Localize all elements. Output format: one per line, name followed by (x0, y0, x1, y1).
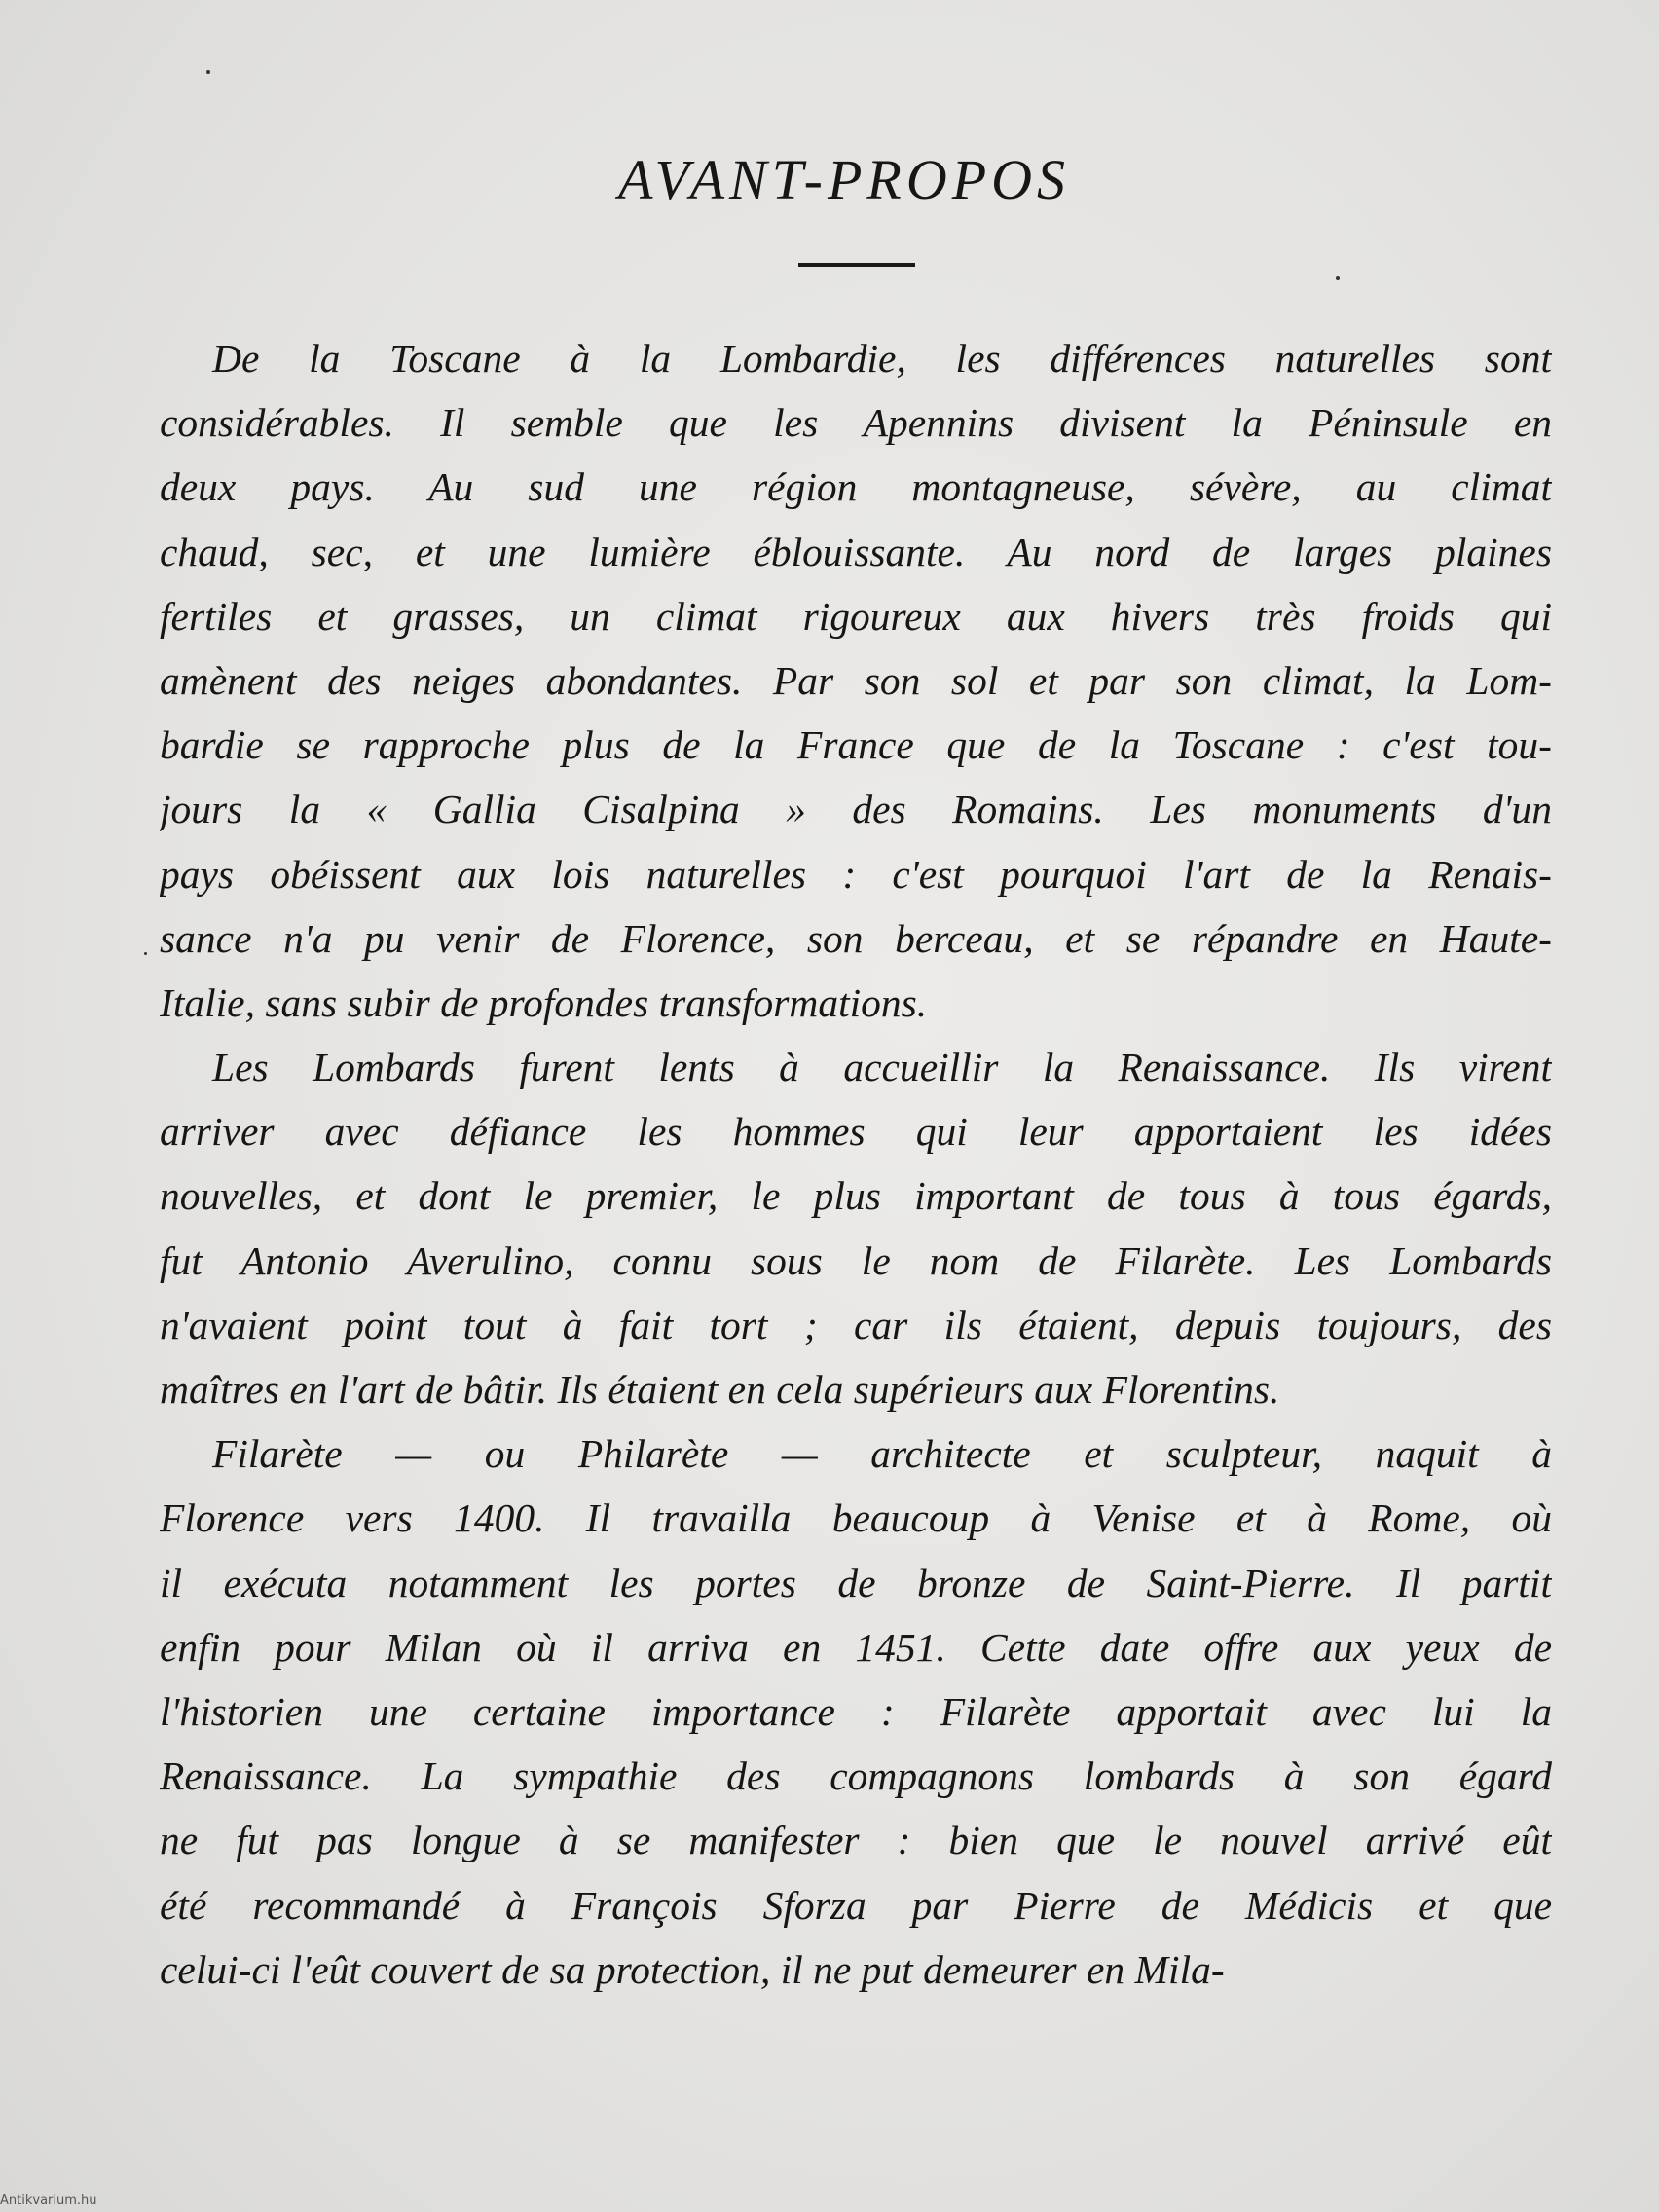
text-line: deux pays. Au sud une région montagneuse, sévère, au climat (160, 464, 1552, 510)
text-line: enfin pour Milan où il arriva en 1451. Cette date offre aux yeux de (160, 1624, 1552, 1670)
text-line: jours la « Gallia Cisalpina » des Romains. Les monuments d'un (160, 787, 1552, 832)
text-line: pays obéissent aux lois naturelles : c'est pourquoi l'art de la Renais- (160, 851, 1552, 897)
text-line: fertiles et grasses, un climat rigoureux aux hivers très froids qui (160, 593, 1552, 639)
watermark: Antikvarium.hu (0, 2194, 97, 2208)
text-line: il exécuta notamment les portes de bronze de Saint-Pierre. Il partit (160, 1560, 1552, 1605)
text-line: ne fut pas longue à se manifester : bien que le nouvel arrivé eût (160, 1818, 1552, 1863)
text-line: considérables. Il semble que les Apennins divisent la Péninsule en (160, 400, 1552, 446)
text-line: chaud, sec, et une lumière éblouissante. Au nord de larges plaines (160, 529, 1552, 574)
text-line: Italie, sans subir de profondes transformations. (160, 979, 928, 1025)
text-line: bardie se rapproche plus de la France que de la Toscane : c'est tou- (160, 722, 1552, 768)
paper-speck (1336, 276, 1340, 280)
text-line: Les Lombards furent lents à accueillir la Renaissance. Ils virent (212, 1045, 1552, 1090)
text-line: sance n'a pu venir de Florence, son berceau, et se répandre en Haute- (160, 915, 1552, 961)
paper-speck (144, 952, 147, 955)
text-line: Renaissance. La sympathie des compagnons lombards à son égard (160, 1753, 1552, 1799)
text-line: n'avaient point tout à fait tort ; car ils étaient, depuis toujours, des (160, 1302, 1552, 1347)
text-line: celui-ci l'eût couvert de sa protection, il ne put demeurer en Mila- (160, 1946, 1225, 1992)
title-rule (798, 263, 915, 267)
text-line: nouvelles, et dont le premier, le plus important de tous à tous égards, (160, 1173, 1552, 1219)
paper-speck (206, 70, 210, 74)
text-line: Florence vers 1400. Il travailla beaucoup à Venise et à Rome, où (160, 1495, 1552, 1541)
text-line: arriver avec défiance les hommes qui leur apportaient les idées (160, 1109, 1552, 1155)
page-title: AVANT-PROPOS (617, 148, 1071, 211)
text-line: amènent des neiges abondantes. Par son sol et par son climat, la Lom- (160, 657, 1552, 703)
text-line: maîtres en l'art de bâtir. Ils étaient en cela supérieurs aux Florentins. (160, 1367, 1280, 1412)
body-text (160, 326, 1552, 2002)
text-line: été recommandé à François Sforza par Pierre de Médicis et que (160, 1882, 1552, 1928)
text-line: De la Toscane à la Lombardie, les différences naturelles sont (212, 336, 1552, 381)
text-line: l'historien une certaine importance : Filarète apportait avec lui la (160, 1688, 1552, 1734)
text-line: Filarète — ou Philarète — architecte et sculpteur, naquit à (212, 1431, 1552, 1477)
text-line: fut Antonio Averulino, connu sous le nom de Filarète. Les Lombards (160, 1237, 1552, 1283)
